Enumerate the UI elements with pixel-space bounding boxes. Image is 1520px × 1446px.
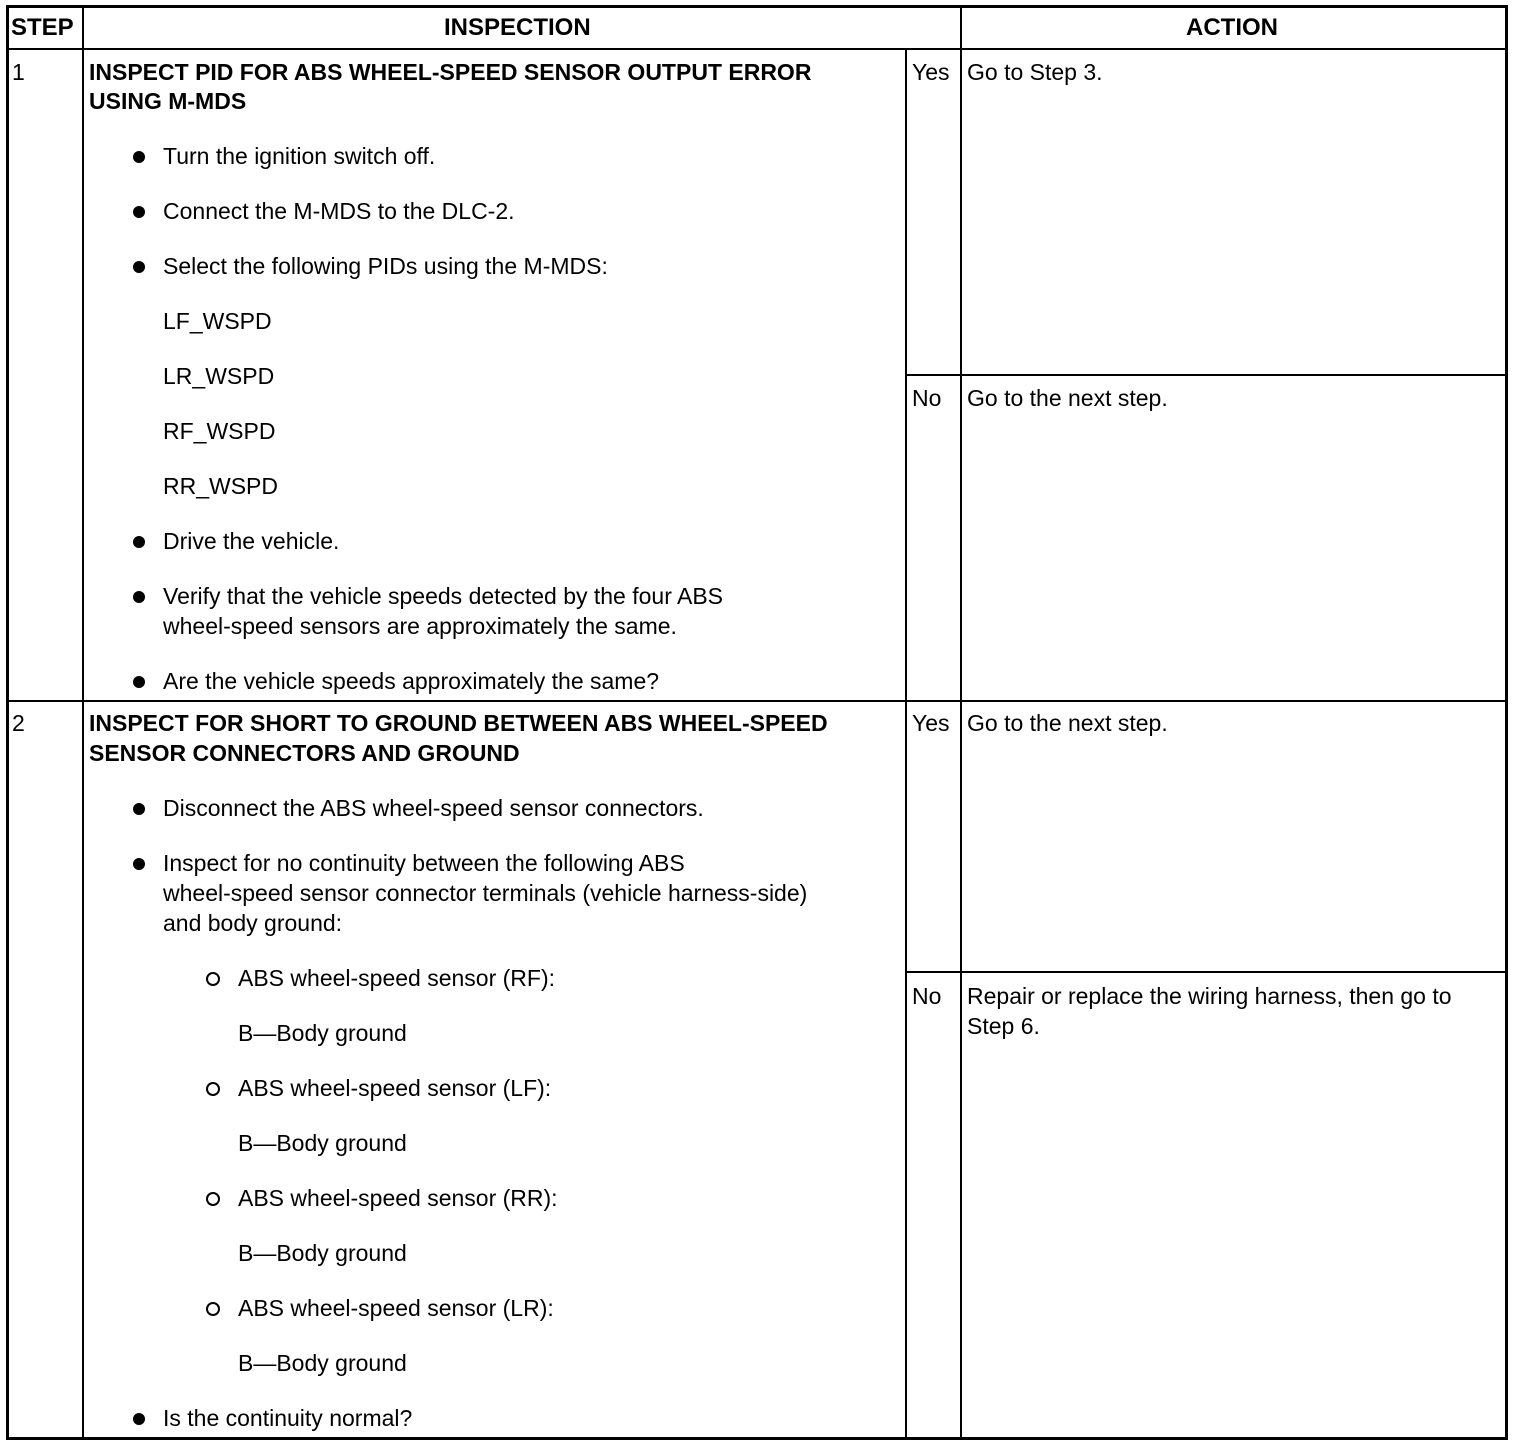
divider-result-col xyxy=(905,49,907,1440)
list-item-continued: wheel-speed sensor connector terminals (vehicle harness-side) xyxy=(163,880,808,906)
step-number: 1 xyxy=(12,59,25,85)
header-divider xyxy=(6,48,1508,50)
list-item: Disconnect the ABS wheel-speed sensor connectors. xyxy=(163,795,704,821)
list-item-continued: wheel-speed sensors are approximately the same. xyxy=(163,613,677,639)
bullet-icon xyxy=(133,591,145,603)
sub-item: ABS wheel-speed sensor (LF): xyxy=(238,1075,552,1101)
no-action: Repair or replace the wiring harness, then go to xyxy=(967,983,1452,1009)
pid-item: RR_WSPD xyxy=(163,473,279,499)
list-item: Inspect for no continuity between the following ABS xyxy=(163,850,685,876)
step-title: USING M-MDS xyxy=(89,88,247,114)
pid-item: RF_WSPD xyxy=(163,418,276,444)
bullet-icon xyxy=(133,536,145,548)
header-inspection: INSPECTION xyxy=(444,14,591,41)
list-item: Verify that the vehicle speeds detected by the four ABS xyxy=(163,583,724,609)
no-label: No xyxy=(912,385,942,411)
step-title: INSPECT FOR SHORT TO GROUND BETWEEN ABS WHEEL-SPEED xyxy=(89,710,828,736)
no-action-continued: Step 6. xyxy=(967,1013,1040,1039)
step-title: SENSOR CONNECTORS AND GROUND xyxy=(89,740,520,766)
pid-item: LF_WSPD xyxy=(163,308,272,334)
list-item: Are the vehicle speeds approximately the same? xyxy=(163,668,660,694)
row-divider xyxy=(6,700,1508,702)
header-action: ACTION xyxy=(1186,14,1278,41)
no-action: Go to the next step. xyxy=(967,385,1168,411)
sub-item: ABS wheel-speed sensor (RF): xyxy=(238,965,556,991)
sub-item: ABS wheel-speed sensor (LR): xyxy=(238,1295,554,1321)
step2-yes-no-divider xyxy=(905,971,1508,973)
bullet-icon xyxy=(133,151,145,163)
terminal-item: B—Body ground xyxy=(238,1130,407,1156)
bullet-icon xyxy=(133,261,145,273)
divider-step-col xyxy=(82,5,84,1440)
bullet-icon xyxy=(133,803,145,815)
yes-label: Yes xyxy=(912,59,950,85)
step1-yes-no-divider xyxy=(905,374,1508,376)
yes-action: Go to the next step. xyxy=(967,710,1168,736)
bullet-icon xyxy=(133,858,145,870)
header-step: STEP xyxy=(11,14,74,41)
terminal-item: B—Body ground xyxy=(238,1350,407,1376)
step-number: 2 xyxy=(12,710,25,736)
yes-action: Go to Step 3. xyxy=(967,59,1103,85)
sub-bullet-icon xyxy=(206,1302,220,1316)
step-title: INSPECT PID FOR ABS WHEEL-SPEED SENSOR OUTPUT ERROR xyxy=(89,59,812,85)
divider-action-col xyxy=(960,5,962,1440)
list-item: Connect the M-MDS to the DLC-2. xyxy=(163,198,515,224)
list-item: Turn the ignition switch off. xyxy=(163,143,436,169)
yes-label: Yes xyxy=(912,710,950,736)
no-label: No xyxy=(912,983,942,1009)
bullet-icon xyxy=(133,206,145,218)
sub-bullet-icon xyxy=(206,972,220,986)
pid-item: LR_WSPD xyxy=(163,363,275,389)
sub-item: ABS wheel-speed sensor (RR): xyxy=(238,1185,558,1211)
list-item: Select the following PIDs using the M-MDS: xyxy=(163,253,608,279)
bullet-icon xyxy=(133,1413,145,1425)
list-item: Is the continuity normal? xyxy=(163,1405,413,1431)
terminal-item: B—Body ground xyxy=(238,1020,407,1046)
terminal-item: B—Body ground xyxy=(238,1240,407,1266)
list-item-continued: and body ground: xyxy=(163,910,343,936)
sub-bullet-icon xyxy=(206,1082,220,1096)
sub-bullet-icon xyxy=(206,1192,220,1206)
bullet-icon xyxy=(133,676,145,688)
list-item: Drive the vehicle. xyxy=(163,528,340,554)
